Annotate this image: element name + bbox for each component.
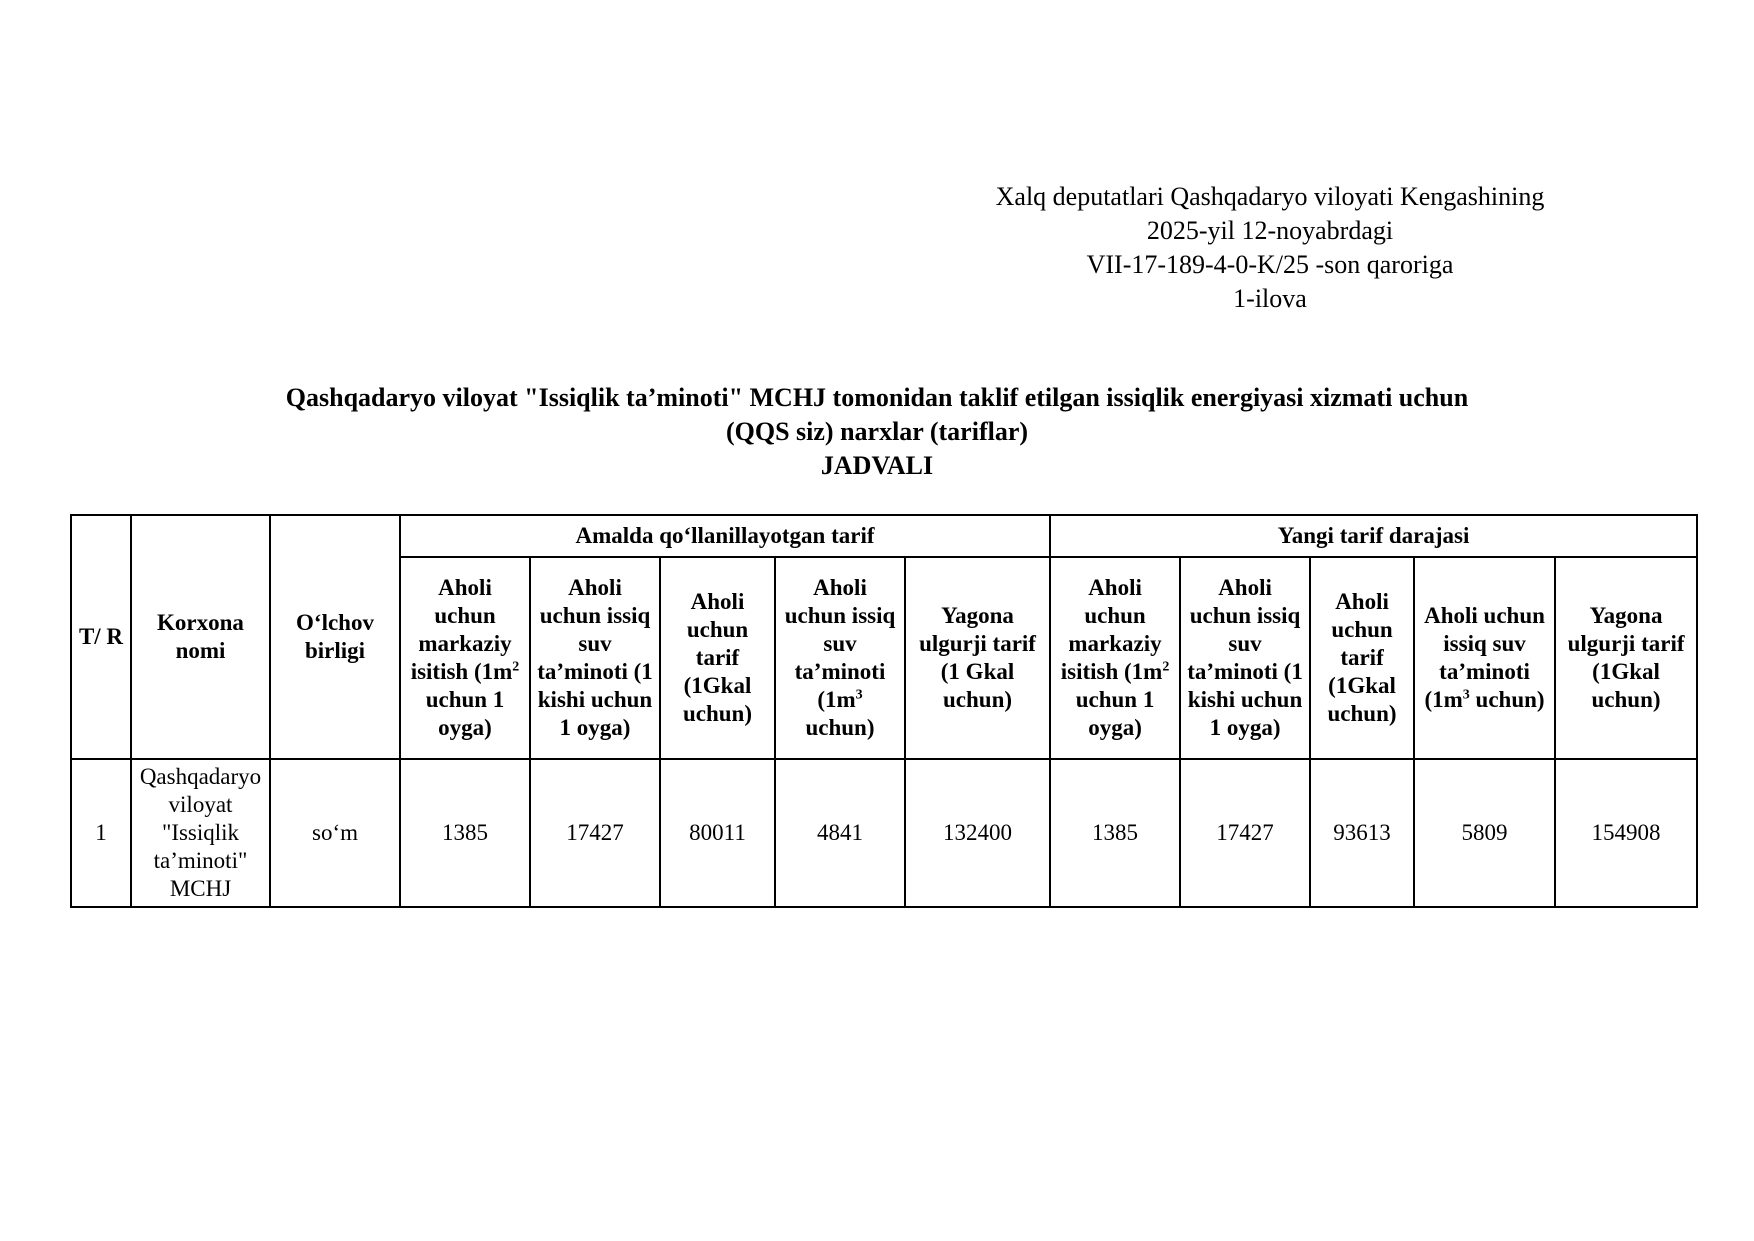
header-new-central-heating: Aholi uchun markaziy isitish ($1m^2$ uchun 1 oyga) — [1050, 557, 1180, 759]
title-line: JADVALI — [820, 451, 934, 480]
header-unit: O‘lchov birligi — [270, 515, 400, 759]
cell-current-hot-water-person: 17427 — [530, 759, 660, 907]
approval-line: VII-17-189-4-0-K/25 -son qarorigа — [1086, 250, 1454, 279]
header-group-current: Amalda qoʻllanillayotgan tarif — [400, 515, 1050, 557]
cell-new-hot-water-m3: 5809 — [1414, 759, 1555, 907]
header-company: Korxona nomi — [131, 515, 270, 759]
header-new-tariff-gkal: Aholi uchun tarif (1Gkal uchun) — [1310, 557, 1414, 759]
cell-new-central-heating: 1385 — [1050, 759, 1180, 907]
header-current-hot-water-m3: Aholi uchun issiq suv ta’minoti ($1m^3$ uchun) — [775, 557, 905, 759]
cell-company: Qashqadaryo viloyat "Issiqlik ta’minoti" MCHJ — [131, 759, 270, 907]
header-current-central-heating: Aholi uchun markaziy isitish ($1m^2$ uchun 1 oyga) — [400, 557, 530, 759]
title-line: (QQS siz) narxlar (tariflar) — [725, 417, 1029, 446]
header-group-new: Yangi tarif darajasi — [1050, 515, 1697, 557]
header-new-wholesale: Yagona ulgurji tarif (1Gkal uchun) — [1555, 557, 1697, 759]
document-title — [0, 381, 1754, 483]
header-new-hot-water-m3: Aholi uchun issiq suv ta’minoti ($1m^3$ uchun) — [1414, 557, 1555, 759]
table-row — [71, 759, 1697, 907]
tariff-table — [70, 514, 1698, 908]
header-num: T/ R — [71, 515, 131, 759]
cell-new-hot-water-person: 17427 — [1180, 759, 1310, 907]
cell-new-tariff-gkal: 93613 — [1310, 759, 1414, 907]
header-new-hot-water-person: Aholi uchun issiq suv ta’minoti (1 kishi uchun 1 oyga) — [1180, 557, 1310, 759]
cell-current-wholesale: 132400 — [905, 759, 1050, 907]
cell-unit: so‘m — [270, 759, 400, 907]
approval-line: 1-ilova — [1233, 284, 1307, 313]
cell-current-tariff-gkal: 80011 — [660, 759, 775, 907]
approval-line: Xalq deputatlari Qashqadaryo viloyati Kengashining — [995, 182, 1545, 211]
header-current-wholesale: Yagona ulgurji tarif (1 Gkal uchun) — [905, 557, 1050, 759]
header-current-hot-water-person: Aholi uchun issiq suv ta’minoti (1 kishi uchun 1 oyga) — [530, 557, 660, 759]
cell-new-wholesale: 154908 — [1555, 759, 1697, 907]
cell-current-central-heating: 1385 — [400, 759, 530, 907]
cell-num: 1 — [71, 759, 131, 907]
cell-current-hot-water-m3: 4841 — [775, 759, 905, 907]
title-line: Qashqadaryo viloyat "Issiqlik ta’minoti" MCHJ tomonidan taklif etilgan issiqlik energiyasi xizmati uchun — [285, 383, 1469, 412]
header-current-tariff-gkal: Aholi uchun tarif (1Gkal uchun) — [660, 557, 775, 759]
approval-note — [930, 180, 1610, 316]
approval-line: 2025-yil 12-noyabrdagi — [1146, 216, 1394, 245]
